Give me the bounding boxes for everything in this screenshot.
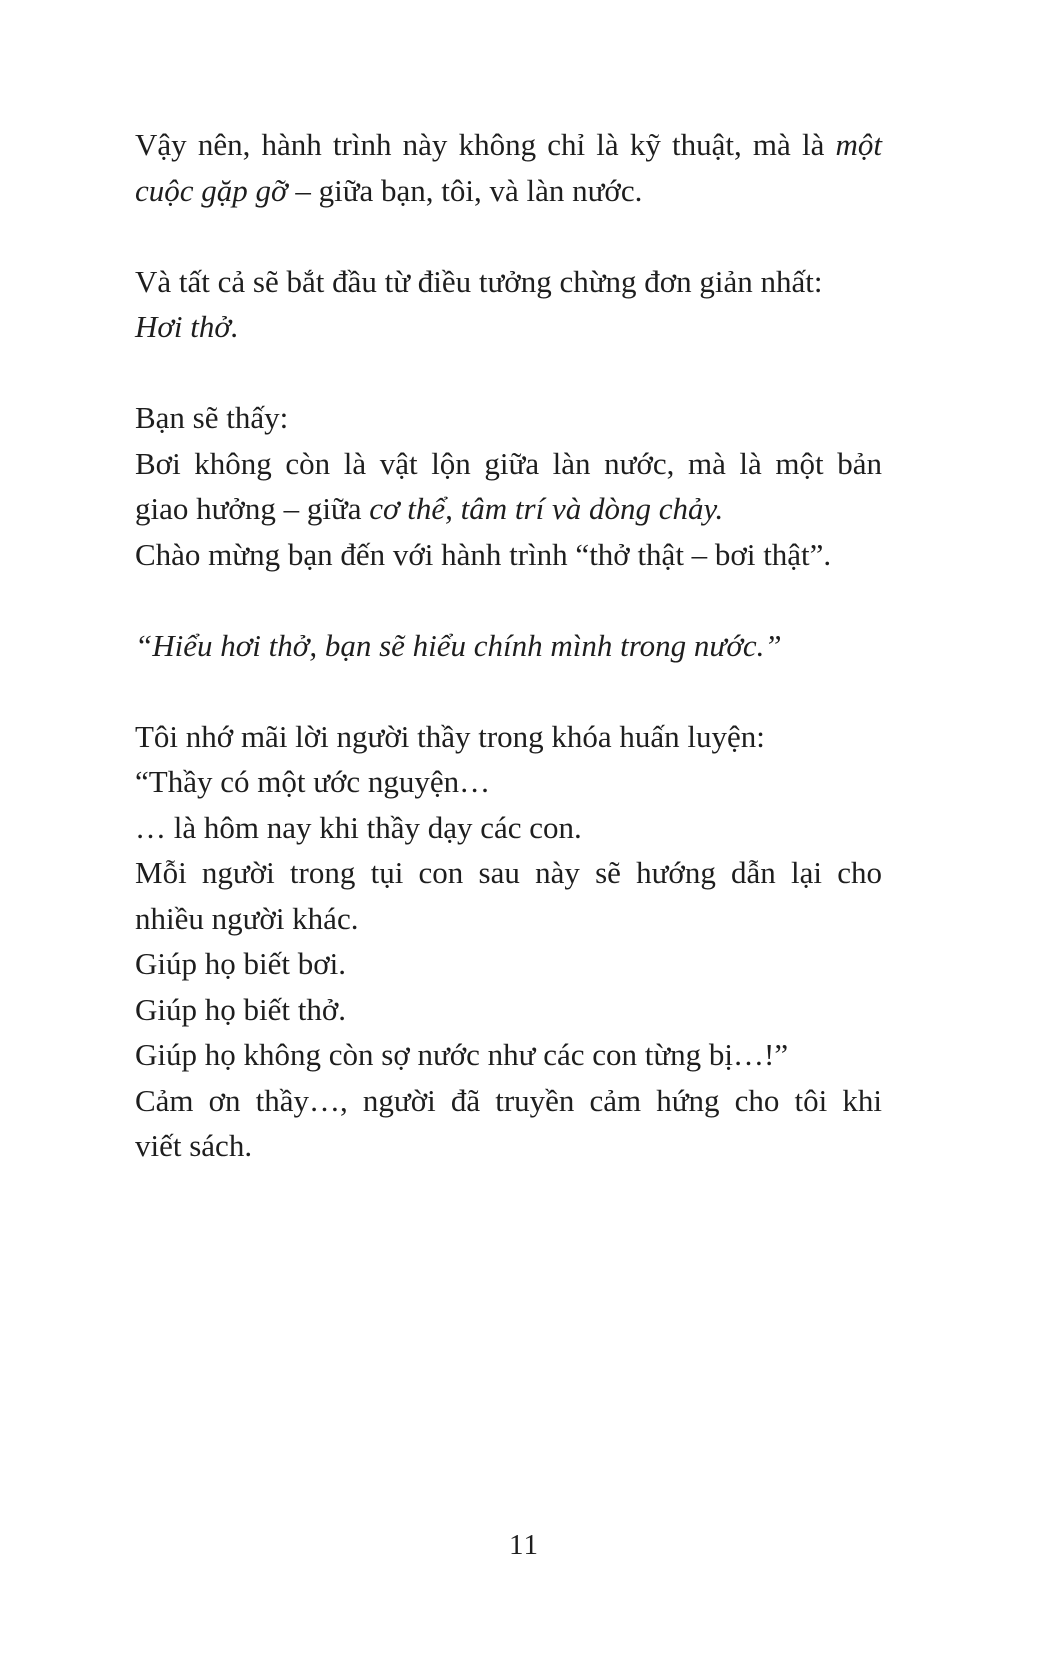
text-segment: Bạn sẽ thấy: — [135, 400, 289, 435]
paragraph — [135, 259, 882, 350]
text-line — [135, 714, 882, 760]
italic-text-segment: Hơi thở. — [135, 309, 239, 344]
text-segment: Giúp họ không còn sợ nước như các con từng bị…!” — [135, 1037, 789, 1072]
text-segment: nhiều người khác. — [135, 900, 359, 936]
paragraph — [135, 122, 882, 213]
italic-text-segment: “Hiểu hơi thở, bạn sẽ hiểu chính mình trong nước.” — [135, 627, 782, 663]
italic-text-segment: một — [835, 127, 882, 162]
text-line — [135, 941, 882, 987]
text-segment: Tôi nhớ mãi lời người thầy trong khóa huấn luyện: — [135, 718, 765, 754]
text-segment: viết sách. — [135, 1128, 253, 1163]
text-line — [135, 1078, 882, 1124]
text-segment: Vậy nên, hành trình này không chỉ là kỹ thuật, mà là — [135, 127, 836, 162]
text-segment: Cảm ơn thầy…, người đã truyền cảm hứng cho tôi khi — [135, 1082, 882, 1118]
italic-text-segment: cuộc gặp gỡ — [135, 172, 288, 208]
text-segment: “Thầy có một ước nguyện… — [135, 764, 491, 799]
paragraph — [135, 395, 882, 577]
text-segment: Giúp họ biết bơi. — [135, 946, 346, 981]
text-line — [135, 168, 882, 214]
text-line — [135, 532, 882, 578]
text-line — [135, 1123, 882, 1169]
text-segment: Giúp họ biết thở. — [135, 991, 346, 1027]
text-segment: … là hôm nay khi thầy dạy các con. — [135, 809, 582, 845]
page-number: 11 — [509, 1529, 539, 1561]
text-segment: Bơi không còn là vật lộn giữa làn nước, mà là một bản — [135, 445, 882, 481]
text-segment: – giữa bạn, tôi, và làn nước. — [287, 172, 643, 208]
text-segment: giao hưởng – giữa — [135, 491, 370, 526]
text-line — [135, 441, 882, 487]
text-line — [135, 395, 882, 441]
text-segment: Chào mừng bạn đến với hành trình “thở thật – bơi thật”. — [135, 536, 832, 572]
text-line — [135, 304, 882, 350]
text-line — [135, 259, 882, 305]
paragraph — [135, 623, 882, 669]
text-segment: Và tất cả sẽ bắt đầu từ điều tưởng chừng đơn giản nhất: — [135, 263, 823, 299]
text-line — [135, 759, 882, 805]
text-line — [135, 486, 882, 532]
text-line — [135, 987, 882, 1033]
text-column — [135, 122, 882, 1169]
text-line — [135, 623, 882, 669]
text-line — [135, 805, 882, 851]
text-line — [135, 850, 882, 896]
paragraph — [135, 714, 882, 1169]
text-line — [135, 122, 882, 168]
text-line — [135, 1032, 882, 1078]
text-segment: Mỗi người trong tụi con sau này sẽ hướng dẫn lại cho — [135, 855, 882, 890]
italic-text-segment: cơ thể, tâm trí và dòng chảy. — [369, 491, 724, 526]
text-line — [135, 896, 882, 942]
